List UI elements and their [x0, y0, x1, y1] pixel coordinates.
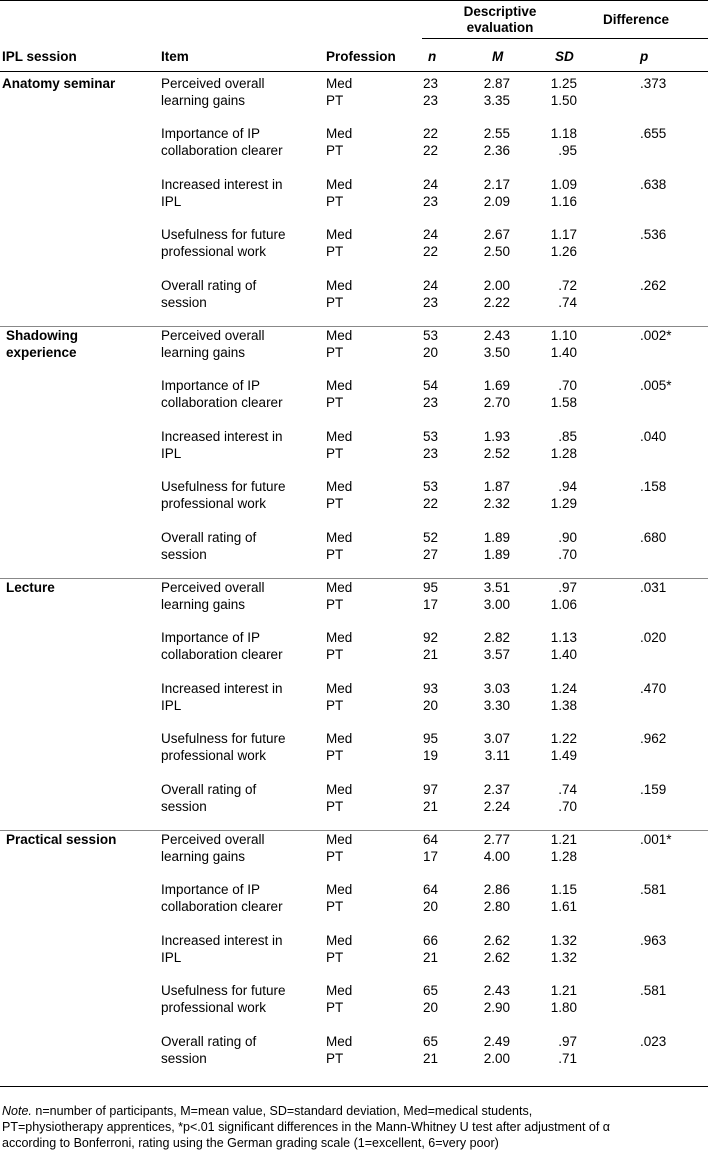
- profession-med: Med: [326, 731, 353, 747]
- item-label-line2: learning gains: [161, 345, 246, 360]
- mean-pt: 3.11: [484, 748, 510, 764]
- n-pt: 23: [422, 395, 438, 411]
- mean-pt: 2.62: [483, 949, 510, 965]
- table-note: [2, 1103, 708, 1151]
- profession-med: Med: [326, 580, 353, 595]
- mean-pt: 2.50: [483, 244, 510, 260]
- p-value: .962: [640, 731, 667, 747]
- session-name-line1: Shadowing: [6, 328, 78, 343]
- sd-pt: 1.26: [550, 244, 577, 260]
- item-label-line2: collaboration clearer: [161, 647, 283, 663]
- mean-med: 2.37: [483, 781, 510, 797]
- table-row: [0, 327, 708, 361]
- session-name-line1: Lecture: [6, 580, 55, 595]
- sd-med: .90: [558, 529, 577, 545]
- item-label-line1: Usefulness for future: [161, 983, 286, 999]
- profession-pt: PT: [326, 949, 344, 965]
- p-value: .655: [640, 126, 667, 142]
- sd-pt: 1.61: [550, 899, 577, 915]
- p-value: .020: [640, 630, 667, 646]
- profession-pt: PT: [326, 748, 344, 764]
- item-label-line2: IPL: [161, 193, 182, 209]
- sd-pt: 1.40: [550, 345, 577, 360]
- p-value: .158: [640, 479, 667, 495]
- header-difference: Difference: [603, 12, 670, 27]
- p-value: .002*: [640, 328, 672, 343]
- mean-pt: 2.00: [483, 1050, 510, 1066]
- mean-pt: 2.90: [483, 1000, 510, 1016]
- sd-pt: 1.32: [550, 949, 577, 965]
- profession-med: Med: [326, 1033, 353, 1049]
- mean-pt: 3.30: [483, 697, 510, 713]
- profession-pt: PT: [326, 697, 344, 713]
- profession-med: Med: [326, 781, 353, 797]
- table-row: [0, 781, 708, 815]
- n-pt: 23: [422, 294, 438, 310]
- n-med: 64: [422, 882, 438, 898]
- table-row: [0, 1033, 708, 1067]
- profession-pt: PT: [326, 294, 344, 310]
- n-med: 95: [422, 731, 438, 747]
- n-pt: 21: [422, 647, 438, 663]
- sd-med: 1.21: [550, 832, 577, 847]
- top-rule: [0, 0, 708, 1]
- profession-pt: PT: [326, 597, 344, 612]
- n-med: 65: [422, 983, 438, 999]
- session-group: [0, 75, 708, 327]
- mean-pt: 2.24: [483, 798, 510, 814]
- sd-pt: 1.80: [550, 1000, 577, 1016]
- item-label-line2: session: [161, 1050, 207, 1066]
- header-profession: Profession: [326, 49, 396, 64]
- item-label-line2: professional work: [161, 244, 267, 260]
- n-med: 92: [422, 630, 438, 646]
- profession-pt: PT: [326, 445, 344, 461]
- header-m: M: [492, 49, 504, 64]
- n-med: 53: [422, 428, 438, 444]
- sd-pt: .71: [558, 1050, 577, 1066]
- n-pt: 27: [422, 546, 438, 562]
- sd-pt: 1.16: [550, 193, 577, 209]
- mean-pt: 2.52: [483, 445, 510, 461]
- p-value: .023: [640, 1033, 667, 1049]
- item-label-line2: IPL: [161, 949, 182, 965]
- bottom-rule: [0, 1086, 708, 1087]
- mean-med: 2.67: [483, 227, 510, 243]
- n-med: 52: [422, 529, 438, 545]
- n-pt: 21: [422, 1050, 438, 1066]
- p-value: .373: [640, 76, 667, 91]
- mean-pt: 2.09: [483, 193, 510, 209]
- table-row: [0, 478, 708, 512]
- sd-med: 1.24: [550, 680, 577, 696]
- n-pt: 20: [422, 697, 438, 713]
- item-label-line1: Importance of IP: [161, 126, 261, 142]
- mean-med: 2.86: [483, 882, 510, 898]
- p-value: .040: [640, 428, 667, 444]
- note-label: Note.: [2, 1104, 32, 1118]
- mean-med: 3.03: [483, 680, 510, 696]
- profession-pt: PT: [326, 496, 344, 512]
- item-label-line1: Importance of IP: [161, 630, 261, 646]
- mean-med: 3.07: [483, 731, 510, 747]
- item-label-line2: IPL: [161, 445, 182, 461]
- profession-pt: PT: [326, 546, 344, 562]
- item-label-line2: collaboration clearer: [161, 395, 283, 411]
- session-group: [0, 831, 708, 1083]
- profession-pt: PT: [326, 1050, 344, 1066]
- mean-pt: 4.00: [483, 849, 510, 864]
- item-label-line1: Overall rating of: [161, 781, 257, 797]
- sd-pt: 1.06: [550, 597, 577, 612]
- mean-med: 2.62: [483, 932, 510, 948]
- header-sd: SD: [555, 49, 574, 64]
- header-descriptive-line1: Descriptive: [463, 4, 537, 19]
- n-pt: 23: [422, 445, 438, 461]
- session-name-line2: experience: [6, 345, 77, 360]
- profession-med: Med: [326, 680, 353, 696]
- mean-med: 1.93: [483, 428, 510, 444]
- p-value: .262: [640, 277, 667, 293]
- n-med: 97: [422, 781, 438, 797]
- profession-med: Med: [326, 932, 353, 948]
- profession-pt: PT: [326, 647, 344, 663]
- p-value: .581: [640, 983, 667, 999]
- note-line3: according to Bonferroni, rating using the German grading scale (1=excellent, 6=very poor): [2, 1136, 499, 1150]
- sd-med: 1.25: [550, 76, 577, 91]
- item-label-line2: IPL: [161, 697, 182, 713]
- mean-pt: 2.22: [483, 294, 510, 310]
- item-label-line1: Overall rating of: [161, 529, 257, 545]
- profession-pt: PT: [326, 798, 344, 814]
- sd-med: 1.22: [550, 731, 577, 747]
- sd-pt: 1.28: [550, 445, 577, 461]
- table-row: [0, 377, 708, 411]
- n-pt: 21: [422, 798, 438, 814]
- sd-pt: 1.40: [550, 647, 577, 663]
- sd-pt: 1.38: [550, 697, 577, 713]
- p-value: .963: [640, 932, 667, 948]
- p-value: .031: [640, 580, 667, 595]
- n-med: 66: [422, 932, 438, 948]
- table-row: [0, 125, 708, 159]
- item-label-line1: Importance of IP: [161, 378, 261, 394]
- session-name-line1: Anatomy seminar: [2, 76, 116, 91]
- p-value: .680: [640, 529, 667, 545]
- note-line2: PT=physiotherapy apprentices, *p<.01 significant differences in the Mann-Whitney U test after adjustment of α: [2, 1120, 611, 1134]
- n-med: 24: [422, 227, 438, 243]
- p-value: .581: [640, 882, 667, 898]
- p-value: .159: [640, 781, 667, 797]
- mean-pt: 3.50: [483, 345, 510, 360]
- mean-med: 3.51: [483, 580, 510, 595]
- item-label-line1: Overall rating of: [161, 277, 257, 293]
- item-label-line1: Usefulness for future: [161, 479, 286, 495]
- mean-med: 2.00: [483, 277, 510, 293]
- p-value: .470: [640, 680, 667, 696]
- table-row: [0, 932, 708, 966]
- session-name-line1: Practical session: [6, 832, 117, 847]
- item-label-line1: Usefulness for future: [161, 731, 286, 747]
- sd-med: .85: [558, 428, 577, 444]
- mean-pt: 2.80: [483, 899, 510, 915]
- item-label-line2: session: [161, 798, 207, 814]
- item-label-line1: Usefulness for future: [161, 227, 286, 243]
- session-group: [0, 579, 708, 831]
- header-rule: [0, 71, 708, 72]
- sd-med: .74: [558, 781, 577, 797]
- p-value: .536: [640, 227, 667, 243]
- n-med: 23: [422, 76, 438, 91]
- n-med: 22: [422, 126, 438, 142]
- item-label-line2: professional work: [161, 1000, 267, 1016]
- item-label-line2: professional work: [161, 496, 267, 512]
- group-header-rule: [422, 38, 708, 39]
- item-label-line2: session: [161, 546, 207, 562]
- mean-med: 2.43: [483, 983, 510, 999]
- mean-med: 2.43: [483, 328, 510, 343]
- header-descriptive-line2: evaluation: [466, 20, 534, 35]
- mean-med: 1.89: [483, 529, 510, 545]
- item-label-line1: Overall rating of: [161, 1033, 257, 1049]
- n-pt: 21: [422, 949, 438, 965]
- mean-pt: 2.70: [483, 395, 510, 411]
- n-med: 24: [422, 176, 438, 192]
- n-med: 64: [422, 832, 438, 847]
- sd-pt: 1.28: [550, 849, 577, 864]
- sd-med: 1.18: [550, 126, 577, 142]
- item-label-line1: Perceived overall: [161, 328, 265, 343]
- item-label-line1: Increased interest in: [161, 176, 283, 192]
- n-pt: 22: [422, 496, 438, 512]
- sd-pt: .70: [558, 546, 577, 562]
- sd-med: 1.09: [550, 176, 577, 192]
- mean-med: 2.87: [483, 76, 510, 91]
- mean-pt: 2.32: [483, 496, 510, 512]
- table-row: [0, 75, 708, 109]
- sd-med: 1.10: [550, 328, 577, 343]
- table-row: [0, 579, 708, 613]
- profession-med: Med: [326, 76, 353, 91]
- sd-pt: .74: [558, 294, 577, 310]
- n-pt: 23: [422, 93, 438, 108]
- n-pt: 22: [422, 143, 438, 159]
- profession-med: Med: [326, 529, 353, 545]
- profession-med: Med: [326, 983, 353, 999]
- table-row: [0, 226, 708, 260]
- sd-pt: .95: [558, 143, 577, 159]
- n-pt: 20: [422, 1000, 438, 1016]
- mean-med: 2.77: [483, 832, 510, 847]
- header-p: p: [640, 49, 649, 64]
- item-label-line1: Importance of IP: [161, 882, 261, 898]
- profession-med: Med: [326, 328, 353, 343]
- item-label-line1: Increased interest in: [161, 428, 283, 444]
- profession-pt: PT: [326, 395, 344, 411]
- table-row: [0, 881, 708, 915]
- item-label-line2: learning gains: [161, 93, 246, 108]
- item-label-line1: Increased interest in: [161, 932, 283, 948]
- item-label-line2: session: [161, 294, 207, 310]
- profession-med: Med: [326, 176, 353, 192]
- profession-pt: PT: [326, 244, 344, 260]
- n-pt: 20: [422, 899, 438, 915]
- p-value: .001*: [640, 832, 672, 847]
- n-med: 93: [422, 680, 438, 696]
- table-row: [0, 176, 708, 210]
- item-label-line1: Increased interest in: [161, 680, 283, 696]
- sd-med: .97: [558, 580, 577, 595]
- mean-pt: 3.57: [483, 647, 510, 663]
- profession-med: Med: [326, 277, 353, 293]
- table-row: [0, 277, 708, 311]
- profession-med: Med: [326, 378, 353, 394]
- mean-med: 2.82: [483, 630, 510, 646]
- sd-med: .70: [558, 378, 577, 394]
- header-session: IPL session: [2, 49, 77, 64]
- profession-med: Med: [326, 126, 353, 142]
- profession-pt: PT: [326, 93, 344, 108]
- mean-pt: 2.36: [483, 143, 510, 159]
- mean-pt: 3.35: [483, 93, 510, 108]
- note-line1: n=number of participants, M=mean value, SD=standard deviation, Med=medical students,: [31, 1104, 533, 1118]
- n-med: 24: [422, 277, 438, 293]
- n-med: 54: [422, 378, 438, 394]
- mean-med: 2.55: [483, 126, 510, 142]
- header-item: Item: [161, 49, 189, 64]
- profession-med: Med: [326, 479, 353, 495]
- table-row: [0, 629, 708, 663]
- sd-med: 1.15: [550, 882, 577, 898]
- profession-med: Med: [326, 428, 353, 444]
- profession-pt: PT: [326, 143, 344, 159]
- table-row: [0, 831, 708, 865]
- n-pt: 22: [422, 244, 438, 260]
- p-value: .005*: [640, 378, 672, 394]
- sd-pt: 1.58: [550, 395, 577, 411]
- profession-med: Med: [326, 630, 353, 646]
- n-med: 53: [422, 479, 438, 495]
- profession-pt: PT: [326, 1000, 344, 1016]
- sd-med: .97: [558, 1033, 577, 1049]
- sd-pt: 1.50: [550, 93, 577, 108]
- item-label-line2: learning gains: [161, 849, 246, 864]
- header-n: n: [428, 49, 437, 64]
- sd-med: 1.13: [550, 630, 577, 646]
- item-label-line2: learning gains: [161, 597, 246, 612]
- item-label-line1: Perceived overall: [161, 76, 265, 91]
- sd-med: .94: [558, 479, 577, 495]
- sd-med: 1.32: [550, 932, 577, 948]
- profession-pt: PT: [326, 849, 344, 864]
- sd-pt: .70: [558, 798, 577, 814]
- item-label-line2: collaboration clearer: [161, 899, 283, 915]
- n-pt: 19: [422, 748, 438, 764]
- profession-med: Med: [326, 227, 353, 243]
- table-row: [0, 680, 708, 714]
- sd-med: 1.21: [550, 983, 577, 999]
- profession-med: Med: [326, 832, 353, 847]
- n-med: 65: [422, 1033, 438, 1049]
- mean-pt: 3.00: [483, 597, 510, 612]
- n-pt: 20: [422, 345, 438, 360]
- n-pt: 23: [422, 193, 438, 209]
- mean-pt: 1.89: [483, 546, 510, 562]
- mean-med: 2.49: [483, 1033, 510, 1049]
- mean-med: 2.17: [483, 176, 510, 192]
- n-med: 53: [422, 328, 438, 343]
- item-label-line1: Perceived overall: [161, 580, 265, 595]
- sd-med: 1.17: [550, 227, 577, 243]
- session-group: [0, 327, 708, 579]
- sd-med: .72: [558, 277, 577, 293]
- mean-med: 1.69: [483, 378, 510, 394]
- n-pt: 17: [422, 849, 438, 864]
- table-row: [0, 529, 708, 563]
- item-label-line1: Perceived overall: [161, 832, 265, 847]
- n-pt: 17: [422, 597, 438, 612]
- profession-pt: PT: [326, 193, 344, 209]
- mean-med: 1.87: [483, 479, 510, 495]
- p-value: .638: [640, 176, 667, 192]
- profession-pt: PT: [326, 345, 344, 360]
- sd-pt: 1.29: [550, 496, 577, 512]
- profession-med: Med: [326, 882, 353, 898]
- item-label-line2: professional work: [161, 748, 267, 764]
- n-med: 95: [422, 580, 438, 595]
- profession-pt: PT: [326, 899, 344, 915]
- item-label-line2: collaboration clearer: [161, 143, 283, 159]
- table-row: [0, 982, 708, 1016]
- table-row: [0, 428, 708, 462]
- sd-pt: 1.49: [550, 748, 577, 764]
- table-row: [0, 730, 708, 764]
